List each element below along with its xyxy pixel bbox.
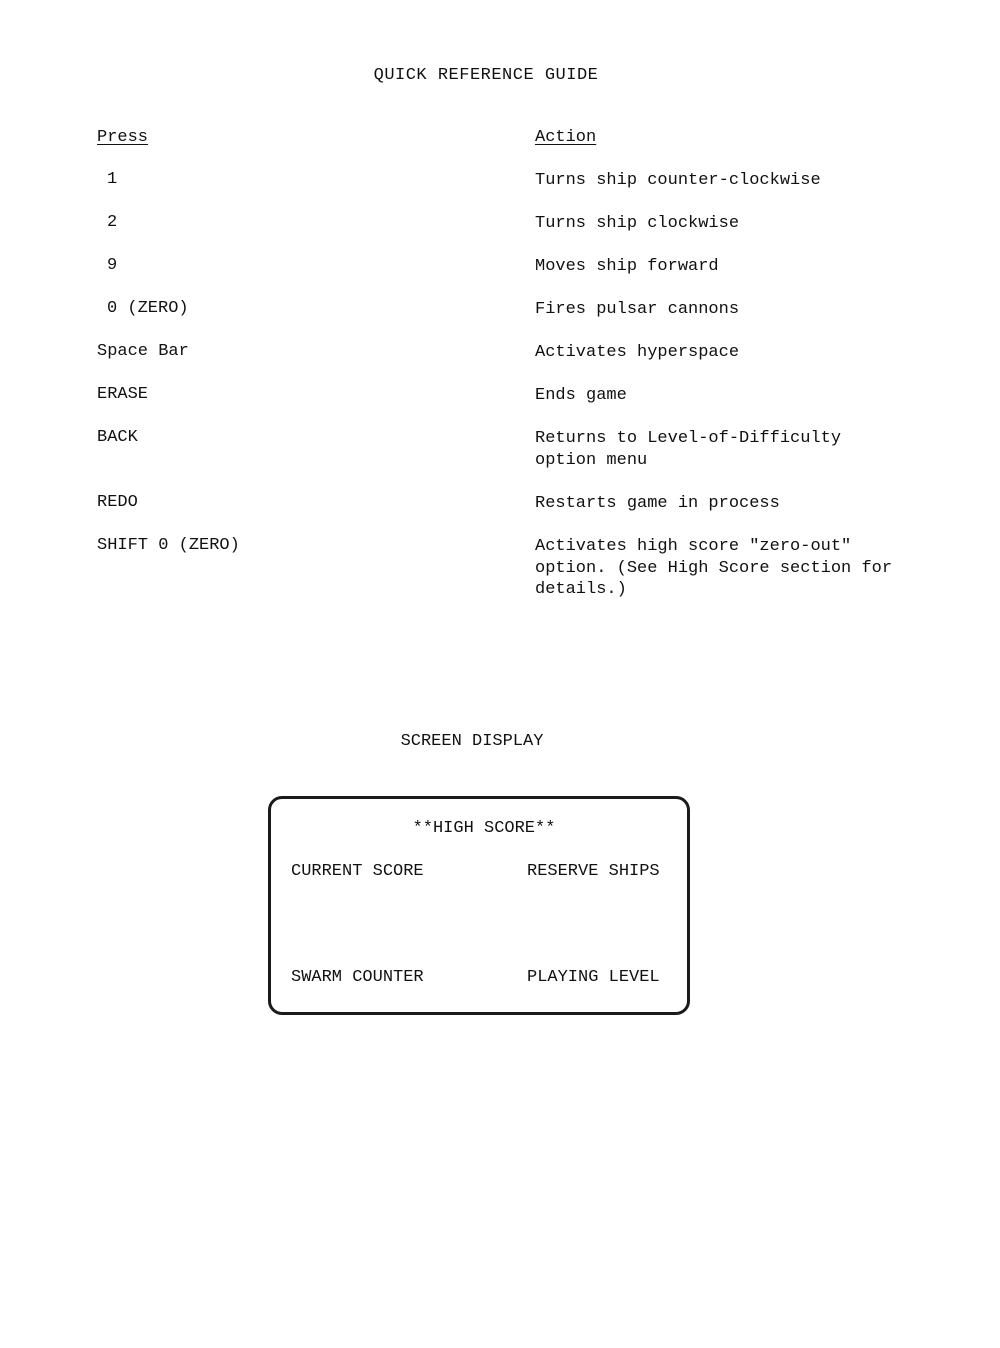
table-row xyxy=(0,213,1000,256)
table-row xyxy=(0,428,1000,493)
playing-level-label: PLAYING LEVEL xyxy=(527,968,660,987)
action-text: Activates high score "zero-out" option. (See High Score section for details.) xyxy=(535,537,893,599)
key-label: REDO xyxy=(97,493,138,512)
reference-table xyxy=(0,170,1000,606)
key-label: ERASE xyxy=(97,385,149,404)
table-row xyxy=(0,536,1000,606)
action-text: Ends game xyxy=(535,386,627,405)
action-text: Activates hyperspace xyxy=(535,343,740,362)
key-label: 0 (ZERO) xyxy=(107,299,189,318)
high-score-label: **HIGH SCORE** xyxy=(412,819,556,838)
reserve-ships-label: RESERVE SHIPS xyxy=(527,862,660,881)
action-text: Turns ship clockwise xyxy=(535,214,740,233)
table-row xyxy=(0,299,1000,342)
swarm-counter-label: SWARM COUNTER xyxy=(291,968,424,987)
key-label: BACK xyxy=(97,428,138,447)
key-label: 2 xyxy=(107,213,118,232)
current-score-label: CURRENT SCORE xyxy=(291,862,424,881)
action-column-header: Action xyxy=(535,128,597,147)
key-label: 9 xyxy=(107,256,118,275)
action-text: Restarts game in process xyxy=(535,494,780,513)
table-row xyxy=(0,493,1000,536)
table-row xyxy=(0,342,1000,385)
page-title: QUICK REFERENCE GUIDE xyxy=(373,66,599,85)
action-text: Fires pulsar cannons xyxy=(535,300,740,319)
table-row xyxy=(0,170,1000,213)
screen-display-diagram xyxy=(268,796,690,1015)
action-text: Turns ship counter-clockwise xyxy=(535,171,821,190)
action-text: Returns to Level-of-Difficulty option menu xyxy=(535,429,842,470)
key-label: Space Bar xyxy=(97,342,189,361)
action-text: Moves ship forward xyxy=(535,257,719,276)
table-row xyxy=(0,385,1000,428)
press-column-header: Press xyxy=(97,128,149,147)
table-row xyxy=(0,256,1000,299)
key-label: SHIFT 0 (ZERO) xyxy=(97,536,240,555)
screen-display-title: SCREEN DISPLAY xyxy=(400,732,544,751)
key-label: 1 xyxy=(107,170,118,189)
